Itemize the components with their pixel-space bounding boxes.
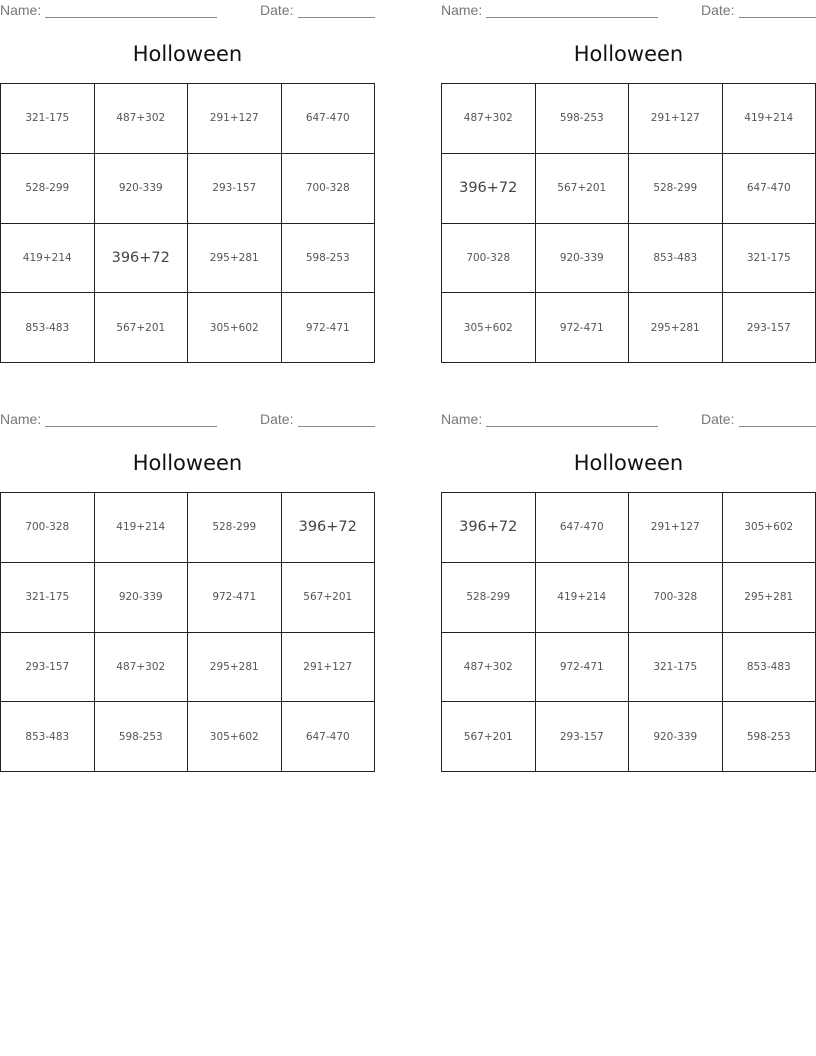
bingo-cell: 305+602 xyxy=(188,293,282,363)
bingo-cell: 972-471 xyxy=(282,293,376,363)
bingo-cell: 647-470 xyxy=(282,702,376,772)
bingo-cell: 295+281 xyxy=(188,224,282,294)
bingo-cell: 396+72 xyxy=(282,493,376,563)
bingo-cell: 700-328 xyxy=(442,224,536,294)
bingo-cell: 295+281 xyxy=(723,563,816,633)
bingo-cell: 598-253 xyxy=(723,702,816,772)
bingo-cell: 293-157 xyxy=(723,293,816,363)
bingo-cell: 305+602 xyxy=(723,493,816,563)
bingo-card xyxy=(0,409,375,774)
bingo-cell: 419+214 xyxy=(1,224,95,294)
bingo-cell: 487+302 xyxy=(95,633,189,703)
bingo-cell: 972-471 xyxy=(536,633,630,703)
date-field[interactable] xyxy=(298,17,375,18)
bingo-card xyxy=(0,0,375,365)
bingo-cell: 598-253 xyxy=(282,224,376,294)
bingo-cell: 920-339 xyxy=(95,563,189,633)
bingo-cell: 920-339 xyxy=(536,224,630,294)
date-field[interactable] xyxy=(739,426,816,427)
name-field[interactable] xyxy=(486,17,658,18)
name-label: Name: xyxy=(441,411,483,427)
bingo-cell: 567+201 xyxy=(442,702,536,772)
bingo-cell: 528-299 xyxy=(188,493,282,563)
bingo-cell: 291+127 xyxy=(188,84,282,154)
bingo-grid xyxy=(441,83,816,363)
bingo-cell: 396+72 xyxy=(442,154,536,224)
bingo-cell: 567+201 xyxy=(95,293,189,363)
bingo-cell: 853-483 xyxy=(1,702,95,772)
bingo-cell: 321-175 xyxy=(723,224,816,294)
bingo-cell: 321-175 xyxy=(629,633,723,703)
date-label: Date: xyxy=(701,2,735,18)
name-field[interactable] xyxy=(45,17,217,18)
bingo-cell: 528-299 xyxy=(629,154,723,224)
bingo-cell: 487+302 xyxy=(442,84,536,154)
name-field[interactable] xyxy=(486,426,658,427)
bingo-cell: 567+201 xyxy=(282,563,376,633)
bingo-cell: 293-157 xyxy=(536,702,630,772)
name-date-row xyxy=(441,411,816,429)
bingo-cell: 293-157 xyxy=(188,154,282,224)
name-label: Name: xyxy=(0,411,42,427)
bingo-cell: 293-157 xyxy=(1,633,95,703)
bingo-cell: 853-483 xyxy=(1,293,95,363)
bingo-cell: 972-471 xyxy=(188,563,282,633)
name-date-row xyxy=(441,2,816,20)
bingo-cell: 291+127 xyxy=(629,84,723,154)
bingo-cell: 853-483 xyxy=(629,224,723,294)
bingo-cell: 920-339 xyxy=(629,702,723,772)
bingo-cell: 528-299 xyxy=(442,563,536,633)
bingo-cell: 567+201 xyxy=(536,154,630,224)
name-label: Name: xyxy=(441,2,483,18)
bingo-cell: 487+302 xyxy=(95,84,189,154)
bingo-cell: 321-175 xyxy=(1,563,95,633)
bingo-cell: 396+72 xyxy=(95,224,189,294)
bingo-cell: 396+72 xyxy=(442,493,536,563)
bingo-cell: 700-328 xyxy=(1,493,95,563)
card-title: Holloween xyxy=(573,42,684,66)
card-title: Holloween xyxy=(132,451,243,475)
bingo-cell: 419+214 xyxy=(95,493,189,563)
date-label: Date: xyxy=(260,2,294,18)
bingo-cell: 487+302 xyxy=(442,633,536,703)
bingo-cell: 972-471 xyxy=(536,293,630,363)
bingo-grid xyxy=(441,492,816,772)
bingo-cell: 647-470 xyxy=(536,493,630,563)
bingo-cell: 853-483 xyxy=(723,633,816,703)
bingo-grid xyxy=(0,83,375,363)
name-date-row xyxy=(0,411,375,429)
bingo-cell: 647-470 xyxy=(723,154,816,224)
date-label: Date: xyxy=(260,411,294,427)
bingo-cell: 291+127 xyxy=(282,633,376,703)
bingo-cell: 295+281 xyxy=(188,633,282,703)
bingo-grid xyxy=(0,492,375,772)
bingo-cell: 528-299 xyxy=(1,154,95,224)
card-title: Holloween xyxy=(573,451,684,475)
bingo-cell: 305+602 xyxy=(442,293,536,363)
bingo-cell: 295+281 xyxy=(629,293,723,363)
date-label: Date: xyxy=(701,411,735,427)
bingo-cell: 647-470 xyxy=(282,84,376,154)
bingo-cell: 598-253 xyxy=(95,702,189,772)
date-field[interactable] xyxy=(298,426,375,427)
bingo-cell: 419+214 xyxy=(536,563,630,633)
name-field[interactable] xyxy=(45,426,217,427)
bingo-cell: 321-175 xyxy=(1,84,95,154)
date-field[interactable] xyxy=(739,17,816,18)
bingo-cell: 419+214 xyxy=(723,84,816,154)
bingo-card xyxy=(441,0,816,365)
bingo-cell: 598-253 xyxy=(536,84,630,154)
card-title: Holloween xyxy=(132,42,243,66)
name-date-row xyxy=(0,2,375,20)
bingo-cell: 920-339 xyxy=(95,154,189,224)
bingo-cell: 305+602 xyxy=(188,702,282,772)
name-label: Name: xyxy=(0,2,42,18)
bingo-cell: 291+127 xyxy=(629,493,723,563)
bingo-card xyxy=(441,409,816,774)
bingo-cell: 700-328 xyxy=(282,154,376,224)
bingo-cell: 700-328 xyxy=(629,563,723,633)
